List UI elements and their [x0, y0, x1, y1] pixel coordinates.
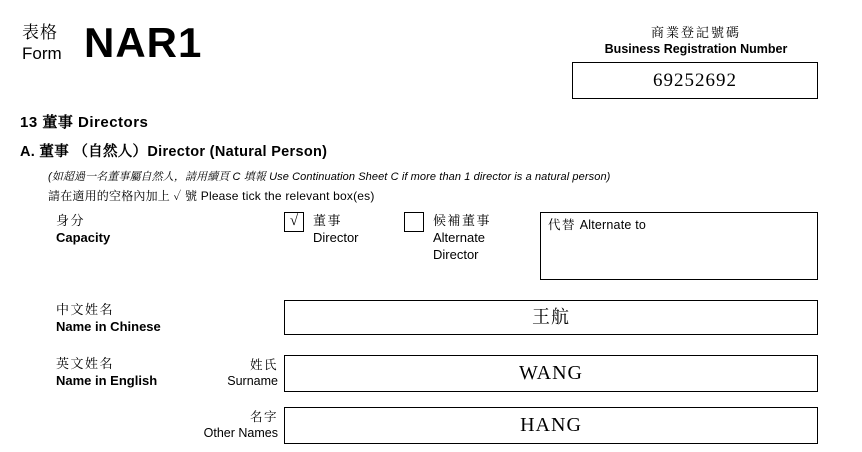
capacity-director-label — [313, 212, 359, 246]
surname-label-en: Surname — [227, 374, 278, 388]
section-13-heading: 13 董事 Directors — [20, 114, 149, 131]
alternate-to-label-zh: 代替 — [548, 218, 577, 232]
other-names-label — [158, 409, 278, 441]
continuation-sheet-note: (如超過一名董事屬自然人，請用續頁 C 填報 Use Continuation Sheet C if more than 1 director is a natural person) — [48, 171, 611, 183]
name-in-english-label-en: Name in English — [56, 373, 158, 388]
surname-label-zh: 姓氏 — [249, 358, 278, 372]
business-registration-number-label — [572, 24, 820, 58]
name-in-english-label — [56, 355, 157, 389]
capacity-alternate-label-zh: 候補董事 — [433, 213, 492, 228]
other-names-field[interactable]: HANG — [284, 407, 818, 444]
brn-label-en: Business Registration Number — [604, 42, 788, 56]
tick-instruction-note: 請在適用的空格內加上 ✓ 號 Please tick the relevant box(es) — [48, 189, 375, 203]
name-in-chinese-label-zh: 中文姓名 — [56, 302, 115, 317]
form-label-zh: 表格 — [22, 23, 58, 42]
other-names-label-en: Other Names — [203, 426, 278, 440]
alternate-to-label — [548, 215, 646, 233]
brn-label-zh: 商業登記號碼 — [650, 25, 741, 40]
name-in-chinese-label-en: Name in Chinese — [56, 319, 161, 334]
capacity-director-label-zh: 董事 — [313, 213, 343, 228]
business-registration-number-field[interactable] — [572, 62, 818, 99]
capacity-director-checkbox[interactable]: √ — [284, 212, 304, 232]
capacity-label — [56, 212, 110, 246]
form-code: NAR1 — [84, 19, 203, 66]
capacity-alternate-label-en: Alternate — [433, 230, 486, 245]
section-13a-heading: A. 董事 （自然人）Director (Natural Person) — [20, 144, 328, 160]
form-label-en: Form — [22, 44, 62, 63]
capacity-label-en: Capacity — [56, 230, 111, 245]
name-in-english-label-zh: 英文姓名 — [56, 356, 115, 371]
alternate-to-label-en: Alternate to — [579, 218, 647, 232]
capacity-director-label-en: Director — [313, 230, 359, 245]
capacity-label-zh: 身分 — [56, 213, 86, 228]
capacity-alternate-director-checkbox[interactable] — [404, 212, 424, 232]
other-names-label-zh: 名字 — [249, 410, 278, 424]
name-in-chinese-label — [56, 301, 161, 335]
surname-field[interactable]: WANG — [284, 355, 818, 392]
surname-label — [158, 357, 278, 389]
name-in-chinese-field[interactable]: 王航 — [284, 300, 818, 335]
capacity-alternate-director-label — [433, 212, 491, 263]
business-registration-number-value: 69252692 — [653, 70, 737, 91]
capacity-alternate-label-en2: Director — [433, 247, 479, 262]
form-label — [22, 22, 62, 64]
